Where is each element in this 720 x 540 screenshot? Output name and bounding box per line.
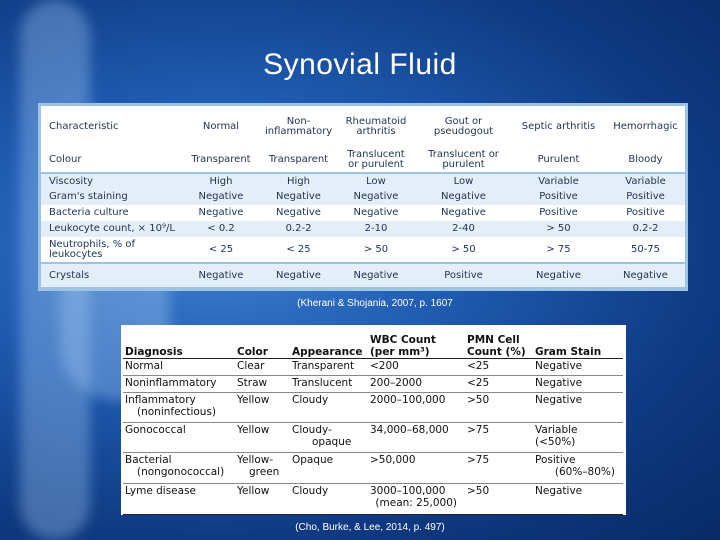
table2-wbc-value: 34,000–68,000 — [370, 423, 449, 436]
table2-gram-subtext: (60%–80%) — [554, 465, 615, 478]
header-appearance: Appearance — [292, 345, 363, 358]
table2-cell-appearance — [290, 358, 368, 375]
table2-cell-gram — [533, 452, 623, 483]
table2-row — [123, 358, 623, 375]
table1-cell: Purulent — [537, 154, 580, 165]
table2-cell-gram — [533, 422, 623, 452]
table2-cell-wbc — [368, 452, 465, 483]
table1-cell: > 75 — [546, 243, 571, 255]
table2-color-value: Yellow — [237, 393, 270, 406]
slide-title: Synovial Fluid — [263, 48, 457, 81]
table1-cell: Translucent or purulent — [347, 149, 405, 170]
table1-row-label: Gram's staining — [49, 191, 128, 202]
table2-cell-appearance — [290, 483, 368, 514]
table2-cell-pmn — [465, 392, 533, 422]
citation-cho: (Cho, Burke, & Lee, 2014, p. 497) — [295, 522, 445, 533]
table1-row-label: Crystals — [41, 263, 181, 287]
table2-cell-color — [235, 375, 290, 392]
table2-cell-color — [235, 483, 290, 514]
table2-diagnosis-value: Lyme disease — [125, 484, 197, 497]
table1-cell: < 0.2 — [207, 223, 235, 234]
table1-header-cell: Rheumatoid arthritis — [345, 116, 407, 137]
table1-row-label: Neutrophils, % of leukocytes — [49, 238, 136, 260]
table2-cell-pmn — [465, 375, 533, 392]
table1-cell: Negative — [606, 263, 685, 287]
synovial-fluid-diagnosis-table — [121, 325, 626, 515]
table1-row — [41, 205, 685, 221]
table2-color-value: Clear — [237, 359, 265, 372]
table2-cell-diagnosis — [123, 483, 235, 514]
table2-cell-diagnosis — [123, 422, 235, 452]
table2-cell-wbc — [368, 358, 465, 375]
table1-cell: Negative — [198, 207, 244, 218]
table2-appearance-value: Transparent — [292, 359, 355, 372]
table2-cell-gram — [533, 375, 623, 392]
table2-gram-value: Negative — [535, 393, 583, 406]
header-diagnosis: Diagnosis — [125, 345, 183, 358]
table1-cell: Low — [416, 173, 511, 189]
table2-cell-pmn — [465, 422, 533, 452]
table1-cell: 2-40 — [452, 223, 475, 234]
table1-row-label: Leukocyte count, × 10⁹/L — [49, 223, 175, 234]
table1-cell: Negative — [261, 263, 336, 287]
table2-row — [123, 392, 623, 422]
table1-cell: > 50 — [546, 223, 571, 234]
table2-header-row — [123, 328, 623, 358]
table1-cell: Negative — [276, 207, 321, 218]
table2-cell-pmn — [465, 452, 533, 483]
table2-diagnosis-value: Noninflammatory — [125, 376, 217, 389]
table1-cell: 0.2-2 — [285, 223, 312, 234]
table1-cell: Variable — [511, 173, 606, 189]
table1-row — [41, 148, 685, 173]
table2-wbc-value: >50,000 — [370, 453, 416, 466]
table2-cell-gram — [533, 483, 623, 514]
table2-row — [123, 483, 623, 514]
table1-row — [41, 221, 685, 237]
citation-kherani: (Kherani & Shojania, 2007, p. 1607 — [297, 298, 453, 309]
table1-header-cell: Hemorrhagic — [613, 121, 678, 132]
table1-row — [41, 263, 685, 287]
table2-cell-wbc — [368, 392, 465, 422]
table1-cell: Negative — [441, 191, 486, 202]
table2-cell-diagnosis — [123, 452, 235, 483]
table1-cell: Negative — [181, 263, 261, 287]
table1-header-cell: Normal — [202, 121, 240, 132]
table2-color-value: Yellow — [237, 484, 270, 497]
table1-header-cell: Non- inflammatory — [265, 116, 333, 137]
table2-diagnosis-value: Normal — [125, 359, 163, 372]
table1-cell: Negative — [276, 191, 321, 202]
table2-cell-color — [235, 358, 290, 375]
table1-header-cell: Characteristic — [49, 121, 119, 132]
table2-gram-value: Negative — [535, 484, 583, 497]
table1-cell: Negative — [336, 263, 416, 287]
table1-row — [41, 173, 685, 189]
table2-wbc-value: 2000–100,000 — [370, 393, 446, 406]
table2-color-value: Yellow- — [237, 453, 274, 466]
table1-cell: Variable — [606, 173, 685, 189]
table2-cell-diagnosis — [123, 375, 235, 392]
table1-cell: Negative — [198, 191, 244, 202]
table2-cell-pmn — [465, 358, 533, 375]
table2-cell-color — [235, 422, 290, 452]
table1-cell: Negative — [353, 207, 399, 218]
table2-cell-wbc — [368, 483, 465, 514]
table2-appearance-subtext: opaque — [312, 435, 352, 448]
header-pmn: PMN Cell Count (%) — [467, 333, 526, 358]
table2-gram-value: Negative — [535, 376, 583, 389]
table2-cell-appearance — [290, 375, 368, 392]
table2-cell-gram — [533, 358, 623, 375]
table2-color-subtext: green — [249, 465, 280, 478]
table2-pmn-value: <25 — [467, 359, 490, 372]
table2-cell-wbc — [368, 422, 465, 452]
table2-pmn-value: >75 — [467, 423, 490, 436]
table2-wbc-value: <200 — [370, 359, 399, 372]
table2-cell-appearance — [290, 422, 368, 452]
table2-row — [123, 422, 623, 452]
table2-wbc-subtext: (mean: 25,000) — [375, 496, 457, 509]
table1-cell: Positive — [416, 263, 511, 287]
table1 — [41, 106, 685, 287]
table2-pmn-value: >75 — [467, 453, 490, 466]
table2-appearance-value: Opaque — [292, 453, 334, 466]
table1-cell: High — [261, 173, 336, 189]
table2-cell-color — [235, 392, 290, 422]
table2-gram-value: Variable (<50%) — [535, 423, 578, 448]
table2-row — [123, 452, 623, 483]
table1-cell: Positive — [539, 191, 578, 202]
table1-header-cell: Gout or pseudogout — [433, 116, 494, 137]
table1-row-label: Colour — [49, 154, 82, 165]
table2-pmn-value: >50 — [467, 393, 490, 406]
table2-pmn-value: <25 — [467, 376, 490, 389]
table2-appearance-value: Cloudy- — [292, 423, 332, 436]
table1-cell: High — [181, 173, 261, 189]
table1-cell: Bloody — [628, 154, 663, 165]
table2-diagnosis-subtext: (nongonococcal) — [137, 465, 225, 478]
table2-appearance-value: Cloudy — [292, 393, 329, 406]
table1-cell: Translucent or purulent — [428, 149, 499, 170]
table1-cell: Positive — [539, 207, 578, 218]
table1-cell: 50-75 — [630, 243, 661, 255]
table1-cell: 2-10 — [364, 223, 388, 234]
table2-appearance-value: Cloudy — [292, 484, 329, 497]
table1-cell: < 25 — [208, 243, 234, 255]
table1-cell: < 25 — [286, 243, 311, 255]
table2-color-value: Yellow — [237, 423, 270, 436]
table2-pmn-value: >50 — [467, 484, 490, 497]
table2-gram-value: Negative — [535, 359, 583, 372]
table2-diagnosis-subtext: (noninfectious) — [137, 405, 217, 418]
table2-cell-pmn — [465, 483, 533, 514]
table1-cell: Positive — [626, 207, 665, 218]
table2-row — [123, 375, 623, 392]
table1-row-label: Viscosity — [41, 173, 181, 189]
table2 — [123, 328, 623, 515]
table2-cell-diagnosis — [123, 358, 235, 375]
table1-cell: > 50 — [451, 243, 476, 255]
table2-appearance-value: Translucent — [292, 376, 353, 389]
table2-gram-value: Positive — [535, 453, 576, 466]
table2-diagnosis-value: Gonococcal — [125, 423, 186, 436]
table1-cell: Transparent — [191, 154, 251, 165]
table2-cell-color — [235, 452, 290, 483]
table1-cell: Low — [336, 173, 416, 189]
table1-cell: Negative — [353, 191, 399, 202]
table1-cell: Negative — [441, 207, 486, 218]
table2-cell-gram — [533, 392, 623, 422]
table2-cell-appearance — [290, 392, 368, 422]
header-gram: Gram Stain — [535, 345, 602, 358]
table2-color-value: Straw — [237, 376, 268, 389]
table1-cell: 0.2-2 — [632, 223, 659, 234]
table1-row — [41, 237, 685, 263]
table2-wbc-value: 3000–100,000 — [370, 484, 446, 497]
header-color: Color — [237, 345, 268, 358]
table1-row — [41, 189, 685, 205]
table2-cell-wbc — [368, 375, 465, 392]
table1-header-cell: Septic arthritis — [521, 121, 596, 132]
table1-cell: Transparent — [268, 154, 329, 165]
table1-header-row — [41, 106, 685, 148]
table2-diagnosis-value: Inflammatory — [125, 393, 196, 406]
table1-cell: Positive — [626, 191, 665, 202]
table1-cell: > 50 — [363, 243, 389, 255]
table1-cell: Negative — [511, 263, 606, 287]
table2-cell-diagnosis — [123, 392, 235, 422]
synovial-fluid-characteristics-table — [38, 103, 688, 291]
table2-cell-appearance — [290, 452, 368, 483]
header-wbc: WBC Count (per mm³) — [370, 333, 436, 358]
table1-row-label: Bacteria culture — [49, 207, 129, 218]
table2-diagnosis-value: Bacterial — [125, 453, 172, 466]
table2-wbc-value: 200–2000 — [370, 376, 423, 389]
